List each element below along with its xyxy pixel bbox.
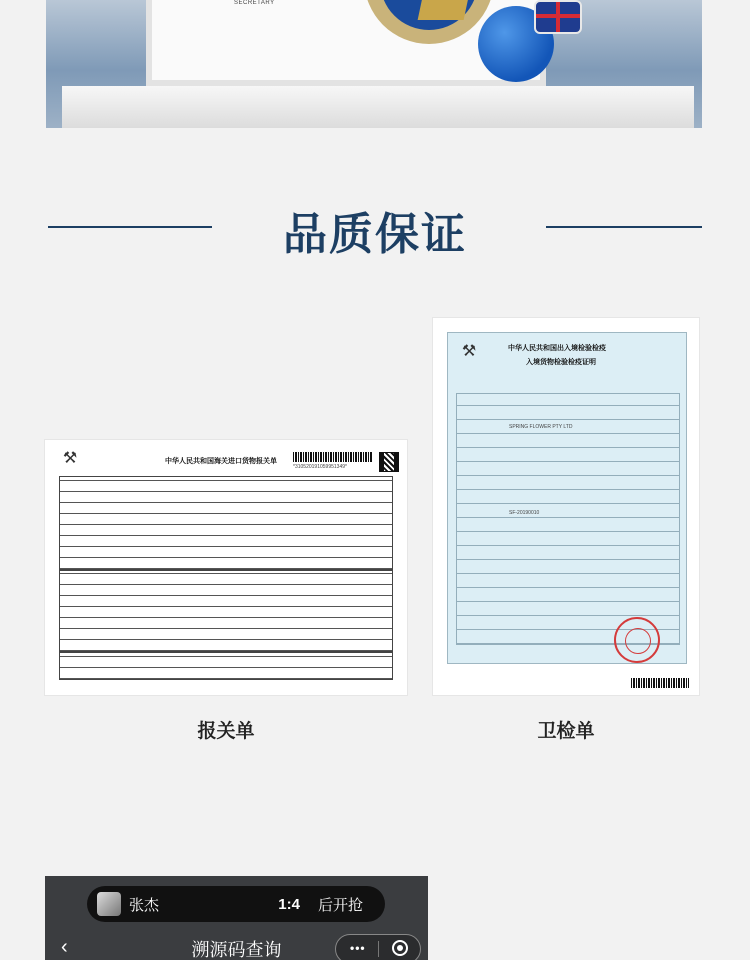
target-icon[interactable]	[392, 940, 408, 956]
certificate-barcode	[631, 678, 689, 688]
page-title: 溯源码查询	[191, 940, 282, 960]
section-title: 品质保证	[283, 210, 467, 259]
heading-rule-right	[546, 226, 702, 228]
customs-emblem-icon: ⚒	[62, 450, 78, 467]
form-goods-table	[59, 570, 393, 652]
customs-declaration-image[interactable]	[45, 440, 407, 695]
contract-no-value: SF-20190010	[509, 510, 540, 516]
qr-code-icon	[379, 452, 399, 472]
official-seal-stamp	[614, 617, 660, 663]
certificate-heading-line2: 入境货物检验检疫证明	[526, 359, 596, 366]
australia-flag-icon	[534, 0, 582, 34]
customs-doc-heading: 中华人民共和国海关进口货物报关单	[165, 458, 277, 465]
match-score: 1:4	[278, 895, 300, 913]
certificate-table	[456, 393, 680, 645]
caption-customs-declaration: 报关单	[197, 721, 255, 742]
caption-inspection-certificate: 卫检单	[537, 721, 595, 742]
inspection-certificate-image[interactable]	[433, 318, 699, 695]
live-notification-pill[interactable]	[87, 886, 385, 922]
more-dots-icon[interactable]: •••	[350, 941, 366, 955]
chevron-left-icon[interactable]: ‹	[61, 936, 68, 958]
certificate-body	[447, 332, 687, 664]
app-nav-bar	[45, 932, 428, 960]
notification-action[interactable]: 后开抢	[317, 896, 363, 914]
user-name: 张杰	[129, 896, 160, 914]
form-footer-table	[59, 652, 393, 680]
traceability-app-screenshot	[45, 876, 428, 960]
display-pedestal	[62, 86, 694, 128]
mini-program-capsule	[335, 934, 421, 960]
form-header-table	[59, 476, 393, 570]
user-avatar	[97, 892, 121, 916]
certificate-heading-line1: 中华人民共和国出入境检验检疫	[508, 345, 606, 352]
award-banner-image	[46, 0, 702, 128]
consignor-value: SPRING FLOWER PTY LTD	[509, 424, 573, 430]
inspection-emblem-icon: ⚒	[461, 343, 477, 360]
barcode	[293, 452, 373, 462]
signatory-label: SECRETARY	[234, 0, 275, 6]
barcode-number: *310520191059951349*	[293, 464, 347, 470]
